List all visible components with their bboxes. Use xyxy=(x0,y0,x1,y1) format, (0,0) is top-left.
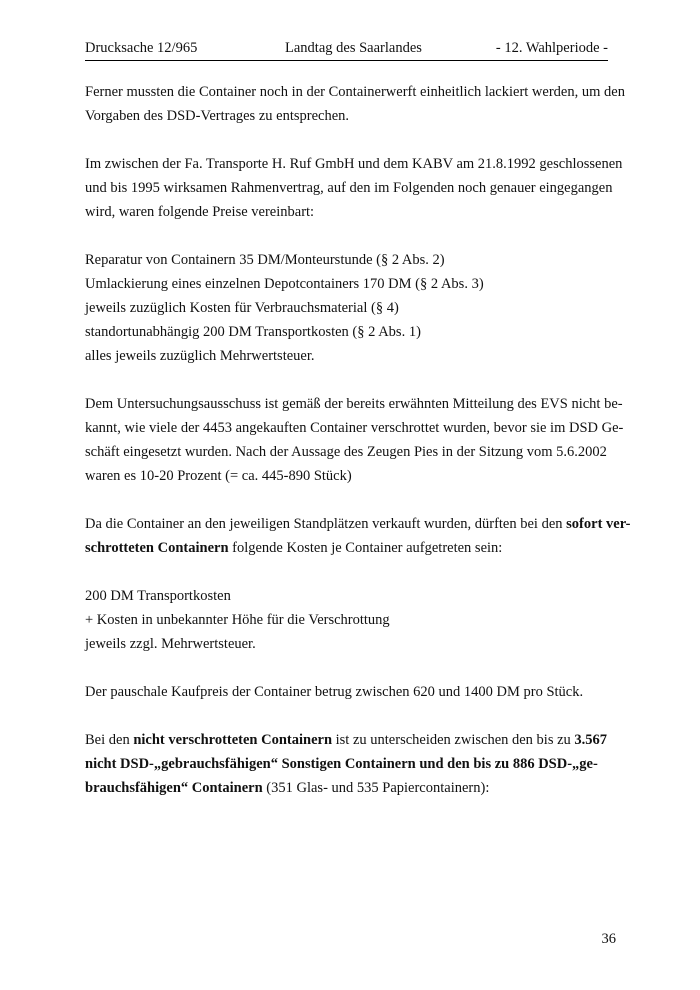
page-body xyxy=(85,80,631,824)
text-run: Bei den xyxy=(85,732,134,748)
text-line: waren es 10-20 Prozent (= ca. 445-890 Stück) xyxy=(85,468,352,484)
bold-text: nicht verschrotteten Containern xyxy=(133,732,333,748)
text-line: Im zwischen der Fa. Transporte H. Ruf GmbH und dem KABV am 21.8.1992 geschlossenen xyxy=(85,156,623,172)
text-run: (351 Glas- und 535 Papiercontainern): xyxy=(262,780,490,796)
page-header xyxy=(85,38,608,61)
price-item: standortunabhängig 200 DM Transportkosten (§ 2 Abs. 1) xyxy=(85,324,421,340)
text-line: kannt, wie viele der 4453 angekauften Container verschrottet wurden, bevor sie im DSD Ge- xyxy=(85,420,624,436)
bold-text: sofort ver- xyxy=(566,516,631,532)
text-line: Ferner mussten die Container noch in der Containerwerft einheitlich lackiert werden, um den xyxy=(85,84,625,100)
text-line xyxy=(85,540,502,556)
text-line: und bis 1995 wirksamen Rahmenvertrag, auf den im Folgenden noch genauer eingegangen xyxy=(85,180,613,196)
text-line: Vorgaben des DSD-Vertrages zu entsprechen. xyxy=(85,108,350,124)
paragraph-purchase-price xyxy=(85,680,615,704)
header-document-number: Drucksache 12/965 xyxy=(85,40,198,56)
text-line xyxy=(85,780,489,796)
paragraph-framework-contract xyxy=(85,152,623,224)
price-list xyxy=(85,248,615,368)
text-line: Dem Untersuchungsausschuss ist gemäß der bereits erwähnten Mitteilung des EVS nicht be- xyxy=(85,396,623,412)
price-item: Umlackierung eines einzelnen Depotcontainers 170 DM (§ 2 Abs. 3) xyxy=(85,276,484,292)
paragraph-not-scrapped xyxy=(85,728,615,800)
price-item: alles jeweils zuzüglich Mehrwertsteuer. xyxy=(85,348,315,364)
text-run: ist zu unterscheiden zwischen den bis zu xyxy=(332,732,575,748)
text-line xyxy=(85,516,630,532)
cost-item: + Kosten in unbekannter Höhe für die Verschrottung xyxy=(85,612,390,628)
bold-text: nicht DSD-„gebrauchsfähigen“ Sonstigen Containern und den bis zu 886 DSD-„ge- xyxy=(85,756,598,772)
cost-item: jeweils zzgl. Mehrwertsteuer. xyxy=(85,636,256,652)
price-item: Reparatur von Containern 35 DM/Monteurstunde (§ 2 Abs. 2) xyxy=(85,252,445,268)
text-line: wird, waren folgende Preise vereinbart: xyxy=(85,204,315,220)
header-legislative-period: - 12. Wahlperiode - xyxy=(495,40,608,56)
paragraph-scrapped-costs xyxy=(85,512,631,560)
text-run: folgende Kosten je Container aufgetreten sein: xyxy=(228,540,503,556)
bold-text: 3.567 xyxy=(574,732,608,748)
text-line xyxy=(85,756,598,772)
text-run: Da die Container an den jeweiligen Standplätzen verkauft wurden, dürften bei den xyxy=(85,516,567,532)
bold-text: schrotteten Containern xyxy=(85,540,229,556)
paragraph-committee xyxy=(85,392,624,488)
cost-list xyxy=(85,584,615,656)
cost-item: 200 DM Transportkosten xyxy=(85,588,231,604)
price-item: jeweils zuzüglich Kosten für Verbrauchsmaterial (§ 4) xyxy=(85,300,399,316)
paragraph-painting xyxy=(85,80,625,128)
bold-text: brauchsfähigen“ Containern xyxy=(85,780,263,796)
page-number: 36 xyxy=(601,931,616,947)
header-parliament: Landtag des Saarlandes xyxy=(285,40,422,56)
text-line xyxy=(85,732,607,748)
text-line: schäft eingesetzt wurden. Nach der Aussage des Zeugen Pies in der Sitzung vom 5.6.2002 xyxy=(85,444,607,460)
text-line: Der pauschale Kaufpreis der Container betrug zwischen 620 und 1400 DM pro Stück. xyxy=(85,684,584,700)
